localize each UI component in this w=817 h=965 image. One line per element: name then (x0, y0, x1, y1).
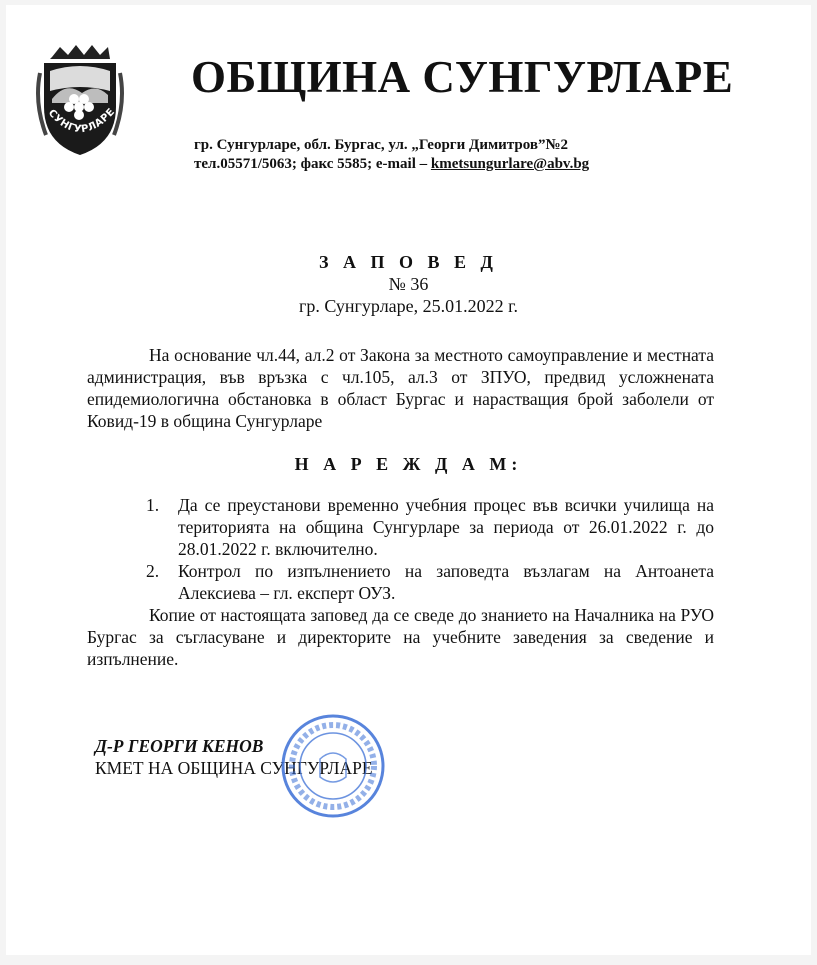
municipal-crest-icon (30, 43, 130, 159)
item-number: 1. (146, 495, 160, 515)
list-item (146, 494, 714, 560)
address-line: гр. Сунгурларе, обл. Бургас, ул. „Георги Димитров”№2 (194, 137, 569, 153)
svg-text:СУНГУРЛАРЕ: СУНГУРЛАРЕ (45, 106, 118, 136)
order-number: № 36 (388, 274, 429, 294)
item-number: 2. (146, 561, 160, 581)
signer-name: Д-Р ГЕОРГИ КЕНОВ (95, 736, 264, 756)
closing-paragraph: Копие от настоящата заповед да се сведе до знанието на Началника на РУО Бургас за съгласуване и директорите на учебните заведения за сведение и изпълнение. (87, 605, 714, 669)
order-place-date: гр. Сунгурларе, 25.01.2022 г. (298, 296, 519, 316)
email-link[interactable]: kmetsungurlare@abv.bg (430, 156, 590, 172)
list-item (146, 560, 714, 604)
order-items-list (146, 494, 714, 604)
command-heading: Н А Р Е Ж Д А М: (294, 454, 523, 474)
municipality-title: ОБЩИНА СУНГУРЛАРЕ (191, 52, 734, 102)
preamble-paragraph: На основание чл.44, ал.2 от Закона за местното самоуправление и местната администрация, във връзка с чл.105, ал.3 от ЗПУО, предвид усложнената епидемиологична обстановка в област Бургас и нарастващия брой заболели от Ковид-19 в община Сунгурларе (87, 345, 714, 431)
signer-position: КМЕТ НА ОБЩИНА СУНГУРЛАРЕ (95, 758, 373, 778)
item-text: Контрол по изпълнението на заповедта възлагам на Антоанета Алексиева – гл. експерт ОУЗ. (178, 561, 714, 603)
order-heading (6, 251, 811, 317)
contact-line (194, 155, 589, 174)
contact-prefix: тел.05571/5063; факс 5585; e-mail – (194, 156, 431, 172)
address-block (194, 136, 589, 174)
official-stamp-icon (278, 711, 388, 821)
order-title: З А П О В Е Д (319, 252, 498, 272)
document-page (6, 5, 811, 955)
item-text: Да се преустанови временно учебния процес във всички училища на територията на община Сунгурларе за периода от 26.01.2022 г. до 28.01.2022 г. включително. (178, 495, 714, 559)
